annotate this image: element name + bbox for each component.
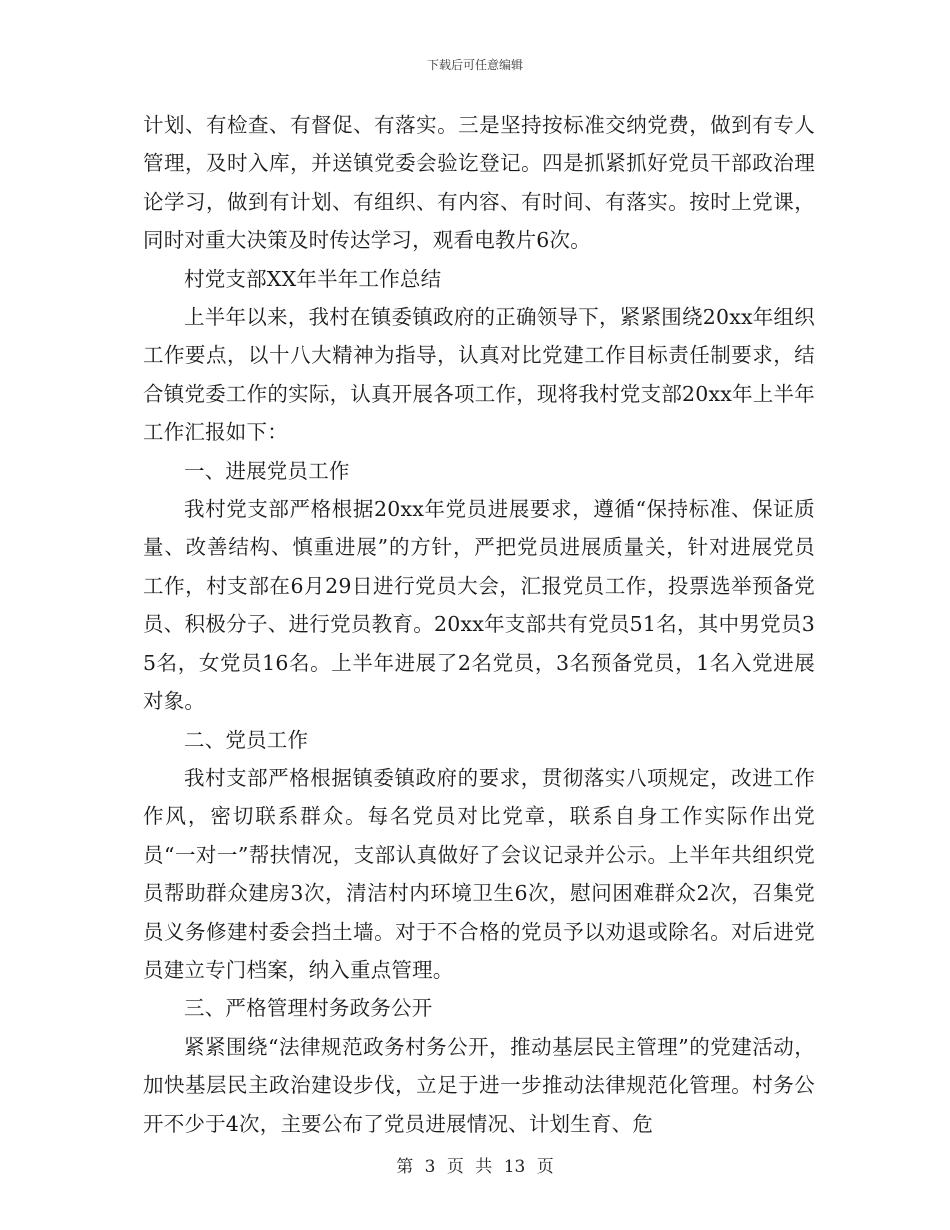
paragraph-section-3: 紧紧围绕“法律规范政务村务公开，推动基层民主管理”的党建活动，加快基层民主政治建设步伐，立足于进一步推动法律规范化管理。村务公开不少于4次，主要公布了党员进展情况、计划生育、危 <box>143 1034 815 1136</box>
section-heading-2: 二、党员工作 <box>184 727 309 752</box>
paragraph-section-1: 我村党支部严格根据20xx年党员进展要求，遵循“保持标准、保证质量、改善结构、慎重进展”的方针，严把党员进展质量关，针对进展党员工作，村支部在6月29日进行党员大会，汇报党员工作，投票选举预备党员、积极分子、进行党员教育。20xx年支部共有党员51名，其中男党员35名，女党员16名。上半年进展了2名党员，3名预备党员，1名入党进展对象。 <box>143 497 815 714</box>
section-heading-1: 一、进展党员工作 <box>184 458 350 483</box>
paragraph-intro: 上半年以来，我村在镇委镇政府的正确领导下，紧紧围绕20xx年组织工作要点，以十八大精神为指导，认真对比党建工作目标责任制要求，结合镇党委工作的实际，认真开展各项工作，现将我村党支部20xx年上半年工作汇报如下： <box>143 305 815 445</box>
page-number-footer: 第 3 页 共 13 页 <box>396 1157 554 1177</box>
section-heading-3: 三、严格管理村务政务公开 <box>184 996 433 1021</box>
document-body <box>143 106 815 1143</box>
document-title: 村党支部XX年半年工作总结 <box>184 266 442 291</box>
paragraph-continuation: 计划、有检查、有督促、有落实。三是坚持按标准交纳党费，做到有专人管理，及时入库，并送镇党委会验讫登记。四是抓紧抓好党员干部政治理论学习，做到有计划、有组织、有内容、有时间、有落实。按时上党课，同时对重大决策及时传达学习，观看电教片6次。 <box>143 113 815 253</box>
header-note: 下载后可任意编辑 <box>426 58 523 72</box>
paragraph-section-2: 我村支部严格根据镇委镇政府的要求，贯彻落实八项规定，改进工作作风，密切联系群众。每名党员对比党章，联系自身工作实际作出党员“一对一”帮扶情况，支部认真做好了会议记录并公示。上半年共组织党员帮助群众建房3次，清洁村内环境卫生6次，慰问困难群众2次，召集党员义务修建村委会挡土墙。对于不合格的党员予以劝退或除名。对后进党员建立专门档案，纳入重点管理。 <box>143 765 815 982</box>
